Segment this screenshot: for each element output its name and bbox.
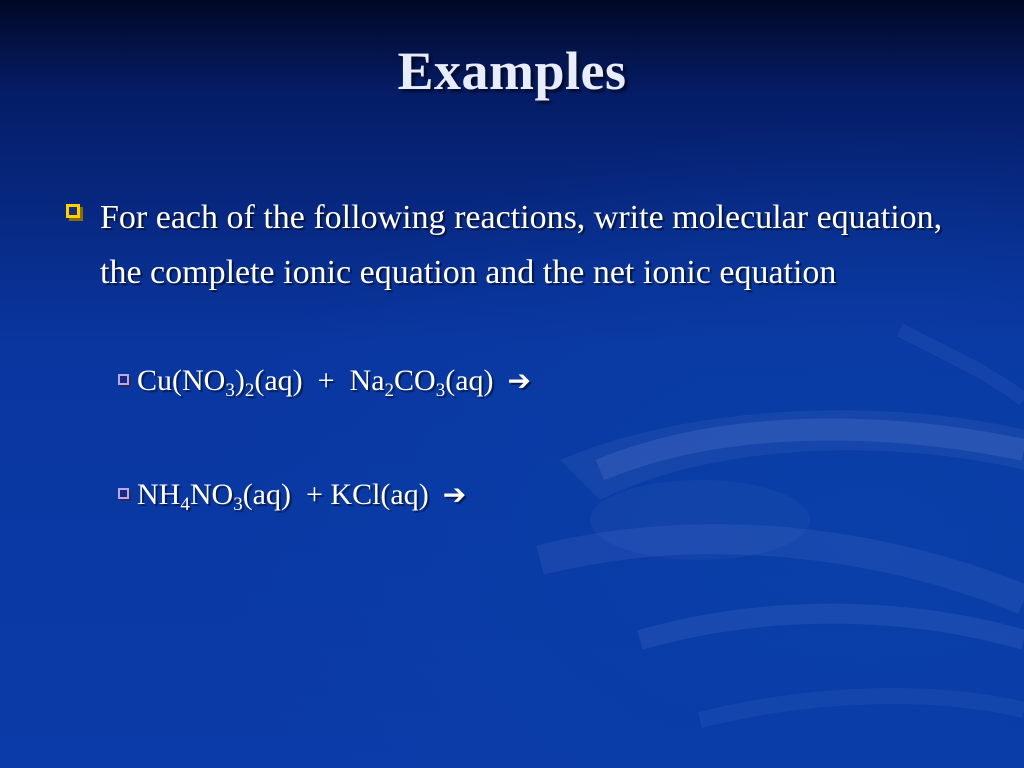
main-bullet-text: For each of the following reactions, write molecular equation, the complete ionic equation and the net ionic equation	[100, 199, 943, 291]
reaction-item-1	[118, 364, 531, 401]
square-bullet-icon	[118, 374, 129, 385]
slide-title: Examples	[397, 41, 627, 101]
right-arrow-icon: ➔	[442, 478, 467, 511]
reaction-2-text: $NH_4NO_3(aq) + KCl(aq)$	[137, 478, 429, 515]
square-bullet-icon	[118, 488, 129, 499]
reaction-1-text: $Cu(NO_3)_2(aq) + Na_2CO_3(aq)$	[137, 364, 494, 401]
reaction-item-2	[118, 478, 467, 515]
right-arrow-icon: ➔	[507, 364, 531, 397]
square-bullet-icon	[66, 204, 80, 218]
